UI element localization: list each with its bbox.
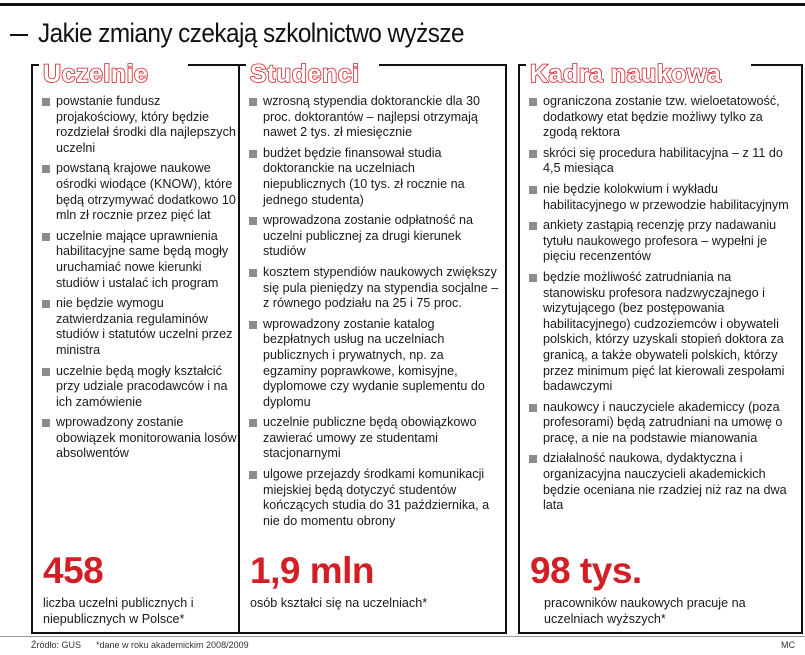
- column-border: [518, 64, 526, 66]
- item-list: [249, 94, 499, 534]
- column-border: [31, 64, 39, 66]
- list-item: [249, 265, 499, 312]
- stat-description: pracowników naukowych pracuje na uczelniach wyższych*: [544, 596, 746, 626]
- item-list: [42, 94, 238, 467]
- footer-rule: [0, 636, 805, 637]
- list-item: [249, 213, 499, 260]
- column-border: [751, 64, 803, 66]
- column-border: [238, 64, 246, 66]
- bullet-square-icon: [249, 419, 257, 427]
- bullet-square-icon: [42, 165, 50, 173]
- bullet-square-icon: [42, 368, 50, 376]
- item-text: wprowadzony zostanie obowiązek monitorowania losów absolwentów: [56, 415, 237, 461]
- column-heading: Studenci: [246, 60, 364, 88]
- item-text: budżet będzie finansował studia doktoranckie na uczelniach niepublicznych (10 tys. zł rocznie na jednego studenta): [263, 145, 465, 207]
- stat-description: liczba uczelni publicznych i niepublicznych w Polsce*: [43, 596, 194, 626]
- list-item: [529, 182, 795, 213]
- item-text: uczelnie mające uprawnienia habilitacyjne same będą mogły uruchamiać nowe kierunki studiów i ustalać ich program: [56, 228, 229, 290]
- list-item: [42, 229, 238, 291]
- list-item: [42, 415, 238, 462]
- item-text: nie będzie wymogu zatwierdzania regulaminów studiów i statutów uczelni przez ministra: [56, 296, 233, 357]
- footer-source: Źródło: GUS: [31, 640, 82, 650]
- list-item: [529, 146, 795, 177]
- list-item: [529, 218, 795, 265]
- column-heading: Uczelnie: [39, 60, 152, 88]
- list-item: [529, 400, 795, 447]
- item-text: działalność naukowa, dydaktyczna i organizacyjna nauczycieli akademickich będzie oceniana nie rzadziej niż raz na dwa lata: [543, 451, 787, 513]
- bullet-square-icon: [249, 217, 257, 225]
- bullet-square-icon: [529, 186, 537, 194]
- stat-block: [250, 552, 495, 612]
- column-heading: Kadra naukowa: [526, 60, 725, 88]
- list-item: [249, 467, 499, 529]
- item-list: [529, 94, 795, 519]
- bullet-square-icon: [529, 222, 537, 230]
- item-text: ograniczona zostanie tzw. wieloetatowość, dodatkowy etat będzie możliwy tylko za zgodą rektora: [543, 94, 780, 140]
- list-item: [529, 270, 795, 395]
- bullet-square-icon: [529, 98, 537, 106]
- bullet-square-icon: [42, 300, 50, 308]
- item-text: uczelnie będą mogły kształcić przy udziale pracodawców i na ich zamówienie: [56, 363, 228, 409]
- item-text: nie będzie kolokwium i wykładu habilitacyjnego w przewodzie habilitacyjnym: [543, 181, 789, 212]
- bullet-square-icon: [42, 419, 50, 427]
- bullet-square-icon: [42, 233, 50, 241]
- column-studenci: [238, 60, 507, 634]
- item-text: wprowadzony zostanie katalog bezpłatnych usług na uczelniach publicznych i prywatnych, np. za egzaminy poprawkowe, komisyjne, dyplomowe czy wydanie suplementu do dyplomu: [263, 316, 485, 409]
- list-item: [249, 94, 499, 141]
- stat-description: osób kształci się na uczelniach*: [250, 596, 428, 610]
- column-kadra-naukowa: [518, 60, 803, 634]
- stat-number: 458: [43, 550, 104, 591]
- list-item: [249, 317, 499, 411]
- bullet-square-icon: [249, 321, 257, 329]
- item-text: powstaną krajowe naukowe ośrodki wiodące (KNOW), które będą otrzymywać dodatkowo 10 mln zł rocznie przez pięć lat: [56, 161, 236, 223]
- list-item: [42, 296, 238, 358]
- top-rule: [0, 3, 805, 6]
- bullet-square-icon: [529, 150, 537, 158]
- item-text: będzie możliwość zatrudniania na stanowisku profesora nadzwyczajnego i wizytującego (bez postępowania habilitacyjnego) cudzoziemców i obywateli polskich, którzy uzyskali stopień doktora za granicą, a także obywateli polskich, którzy przez minimum pięć lat kierowali zespołami badawczymi: [543, 269, 785, 394]
- column-uczelnie: [31, 60, 246, 634]
- page-title: Jakie zmiany czekają szkolnictwo wyższe: [38, 18, 464, 48]
- list-item: [42, 161, 238, 223]
- stat-block: [530, 552, 791, 627]
- item-text: ulgowe przejazdy środkami komunikacji miejskiej będą dotyczyć studentów kończących studia do 31 października, a nie do momentu obrony: [263, 467, 490, 528]
- item-text: wprowadzona zostanie odpłatność na uczelni publicznej za drugi kierunek studiów: [263, 213, 474, 259]
- stat-number: 98 tys.: [530, 550, 642, 591]
- column-border: [379, 64, 507, 66]
- list-item: [529, 94, 795, 141]
- bullet-square-icon: [42, 98, 50, 106]
- bullet-square-icon: [529, 455, 537, 463]
- list-item: [42, 364, 238, 411]
- item-text: naukowcy i nauczyciele akademiccy (poza profesorami) będą zatrudniani na umowę o pracę, a nie na podstawie mianowania: [543, 399, 783, 445]
- bullet-square-icon: [529, 274, 537, 282]
- list-item: [249, 415, 499, 462]
- stat-block: [43, 552, 234, 627]
- list-item: [249, 146, 499, 208]
- bullet-square-icon: [249, 98, 257, 106]
- item-text: powstanie fundusz projakościowy, który będzie rozdzielał środki dla najlepszych uczelni: [56, 94, 236, 155]
- bullet-square-icon: [249, 471, 257, 479]
- list-item: [529, 451, 795, 513]
- bullet-square-icon: [249, 150, 257, 158]
- list-item: [42, 94, 238, 156]
- item-text: kosztem stypendiów naukowych zwiększy się pula pieniędzy na stypendia socjalne – z równego podziału na 25 i 75 proc.: [263, 264, 499, 311]
- stat-number: 1,9 mln: [250, 550, 374, 591]
- item-text: skróci się procedura habilitacyjna – z 11 do 4,5 miesiąca: [543, 145, 783, 176]
- title-rule: [10, 34, 28, 36]
- bullet-square-icon: [249, 269, 257, 277]
- footer-credit: MC: [781, 640, 795, 650]
- item-text: ankiety zastąpią recenzję przy nadawaniu tytułu naukowego profesora – wypełni je pięciu recenzentów: [543, 218, 777, 264]
- bullet-square-icon: [529, 404, 537, 412]
- item-text: uczelnie publiczne będą obowiązkowo zawierać umowy ze studentami stacjonarnymi: [263, 415, 477, 461]
- item-text: wzrosną stypendia doktoranckie dla 30 proc. doktorantów – najlepsi otrzymają nawet 2 tys. zł miesięcznie: [263, 94, 481, 140]
- footer-note: *dane w roku akademickim 2008/2009: [96, 640, 249, 650]
